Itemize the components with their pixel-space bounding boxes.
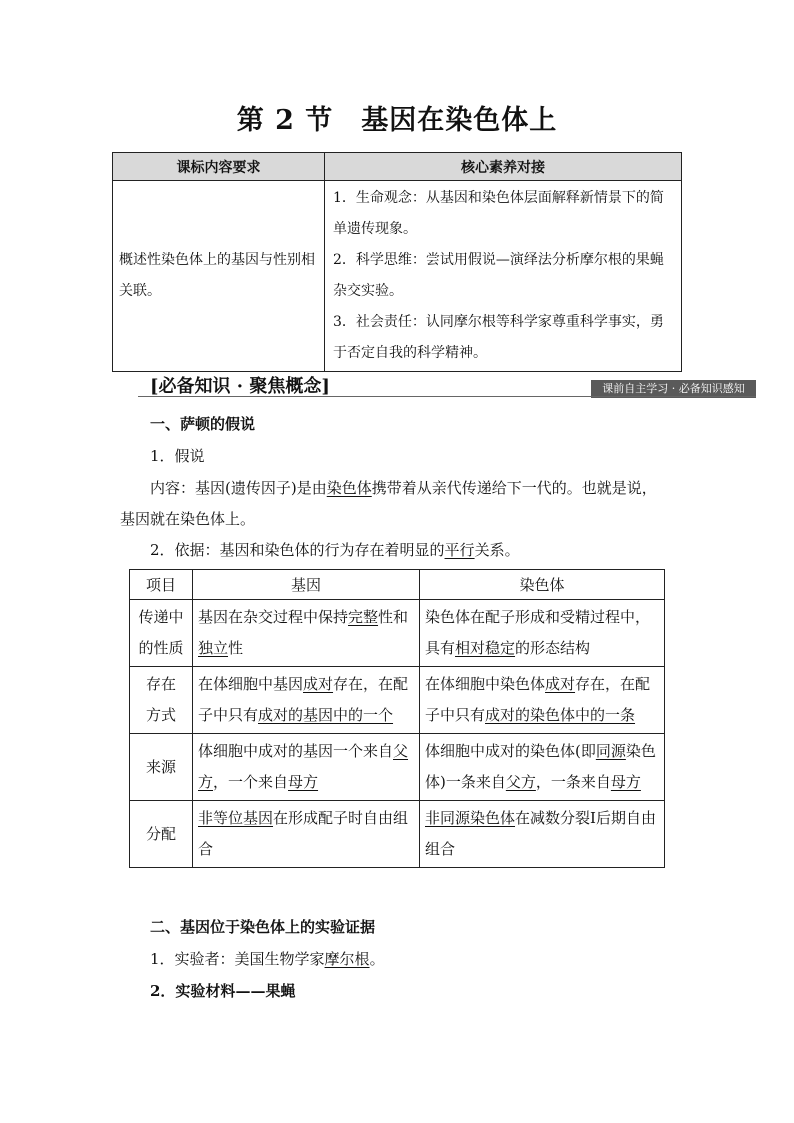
- row-item: 来源: [130, 734, 193, 801]
- table-row: [130, 600, 665, 667]
- part1-item1: 1．假说: [150, 447, 205, 465]
- blank-answer: 摩尔根: [324, 950, 370, 968]
- section-tag: 课前自主学习 · 必备知识感知: [591, 380, 756, 398]
- chromosome-cell: 非同源染色体在减数分裂Ⅰ后期自由组合: [420, 801, 665, 868]
- literacy-item: 2．科学思维：尝试用假说—演绎法分析摩尔根的果蝇杂交实验。: [333, 252, 664, 299]
- section-divider: [138, 396, 756, 397]
- compare-header-item: 项目: [130, 570, 193, 600]
- gene-cell: 基因在杂交过程中保持完整性和独立性: [193, 600, 420, 667]
- standards-table: [112, 152, 682, 372]
- gene-cell: 在体细胞中基因成对存在，在配子中只有成对的基因中的一个: [193, 667, 420, 734]
- standards-header-literacy: 核心素养对接: [325, 153, 682, 181]
- standards-requirement-cell: 概述性染色体上的基因与性别相关联。: [113, 181, 325, 372]
- standards-header-requirements: 课标内容要求: [113, 153, 325, 181]
- row-item: 存在 方式: [130, 667, 193, 734]
- chromosome-cell: 体细胞中成对的染色体(即同源染色体)一条来自父方，一条来自母方: [420, 734, 665, 801]
- page-title: 第 2 节 基因在染色体上: [236, 105, 558, 136]
- part2-item2: 2．实验材料——果蝇: [150, 982, 296, 1000]
- part2-item1: 1．实验者：美国生物学家摩尔根。: [150, 950, 385, 968]
- chromosome-cell: 染色体在配子形成和受精过程中，具有相对稳定的形态结构: [420, 600, 665, 667]
- table-row: [130, 667, 665, 734]
- literacy-item: 1．生命观念：从基因和染色体层面解释新情景下的简单遗传现象。: [333, 190, 664, 237]
- literacy-item: 3．社会责任：认同摩尔根等科学家尊重科学事实，勇于否定自我的科学精神。: [333, 314, 664, 361]
- part2-heading: 二、基因位于染色体上的实验证据: [150, 918, 376, 936]
- gene-cell: 体细胞中成对的基因一个来自父方，一个来自母方: [193, 734, 420, 801]
- compare-header-gene: 基因: [193, 570, 420, 600]
- table-row: [130, 734, 665, 801]
- row-item: 传递中 的性质: [130, 600, 193, 667]
- blank-answer: 平行: [444, 541, 475, 559]
- hypothesis-content-cont: 基因就在染色体上。: [120, 510, 256, 528]
- chromosome-cell: 在体细胞中染色体成对存在，在配子中只有成对的染色体中的一条: [420, 667, 665, 734]
- table-row: [130, 801, 665, 868]
- hypothesis-content: 内容：基因(遗传因子)是由染色体携带着从亲代传递给下一代的。也就是说，: [150, 479, 657, 497]
- gene-chromosome-comparison-table: [129, 569, 665, 868]
- blank-answer: 染色体: [326, 479, 372, 497]
- gene-cell: 非等位基因在形成配子时自由组合: [193, 801, 420, 868]
- section-heading: [必备知识 · 聚焦概念]: [150, 376, 330, 397]
- standards-literacy-cell: [325, 181, 682, 372]
- part1-heading: 一、萨顿的假说: [150, 415, 256, 433]
- row-item: 分配: [130, 801, 193, 868]
- part1-item2: 2．依据：基因和染色体的行为存在着明显的平行关系。: [150, 541, 520, 559]
- compare-header-chromosome: 染色体: [420, 570, 665, 600]
